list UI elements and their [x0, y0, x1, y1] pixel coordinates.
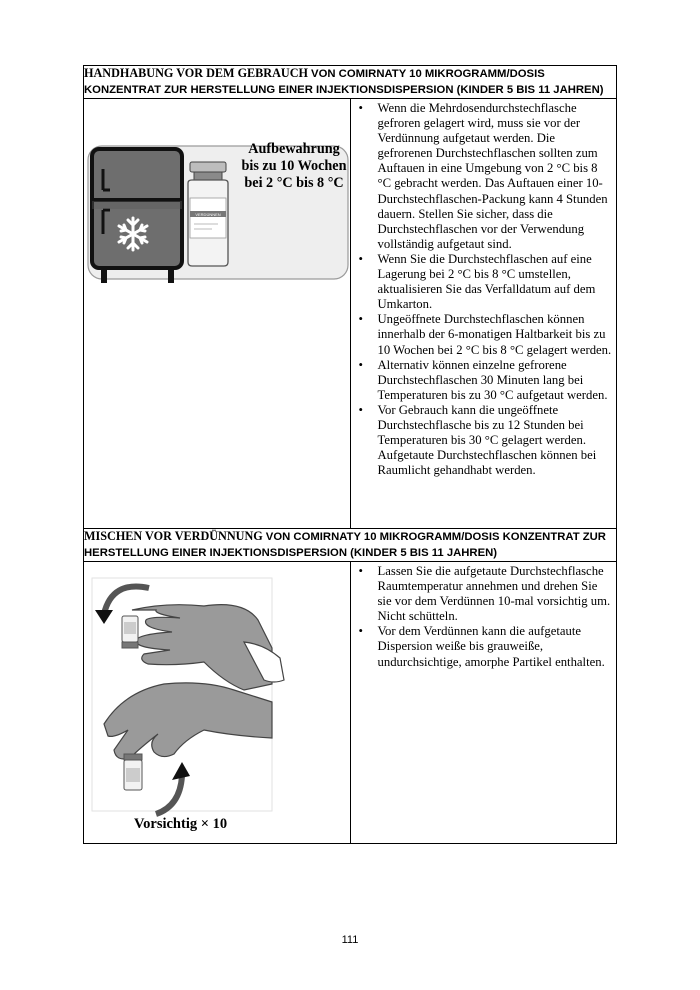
list-item: • Vor dem Verdünnen kann die aufgetaute Dispersion weiße bis grauweiße, undurchsichtige, amorphe Partikel enthalten.	[358, 624, 605, 669]
section1-header	[84, 66, 617, 99]
mixing-illustration-cell	[84, 562, 351, 844]
section2-body-row	[84, 562, 617, 844]
section1-bullet-list	[351, 99, 617, 478]
illustration-caption: Vorsichtig × 10	[134, 816, 228, 832]
section2-instructions-cell	[350, 562, 617, 844]
section2-bullet-list	[351, 562, 617, 670]
list-item: • Wenn Sie die Durchstechflaschen auf eine Lagerung bei 2 °C bis 8 °C umstellen, aktualisieren Sie das Verfalldatum auf dem Umkarton.	[358, 251, 596, 312]
section2-header-row	[84, 529, 617, 562]
section1-header-row	[84, 66, 617, 99]
list-item: • Alternativ können einzelne gefrorene Durchstechflaschen 30 Minuten lang bei Temperaturen bis zu 30 °C aufgetaut werden.	[358, 357, 608, 402]
section1-instructions-cell	[350, 99, 617, 529]
storage-illustration-cell	[84, 99, 351, 529]
section1-title-serif: HANDHABUNG VOR DEM GEBRAUCH	[84, 66, 312, 80]
page-number: 111	[341, 934, 359, 946]
list-item: • Ungeöffnete Durchstechflaschen können innerhalb der 6-monatigen Haltbarkeit bis zu 10 Wochen bei 2 °C bis 8 °C gelagert werden.	[358, 312, 612, 357]
section2-title-sans: VON COMIRNATY 10 MIKROGRAMM/DOSIS KONZENTRAT ZUR HERSTELLUNG EINER INJEKTIONSDISPERSION (KINDER 5 BIS 11 JAHREN)	[84, 531, 606, 559]
vial-top-icon	[122, 616, 138, 648]
vial-icon	[188, 162, 228, 266]
invert-vial-illustration	[84, 562, 373, 844]
storage-caption-line2: bis zu 10 Wochen	[241, 158, 347, 174]
vial-label-text: VERDÜNNEN	[195, 212, 221, 217]
storage-caption	[239, 141, 349, 192]
list-item: • Wenn die Mehrdosendurchstechflasche gefroren gelagert wird, muss sie vor der Verdünnung aufgetaut werden. Die gefrorenen Durchstechflaschen sollten zum Auftauen in eine Umgebung von 2 °C bis 8 °C gebracht werden. Das Auftauen einer 10-Durchstechflaschen-Packung kann 4 Stunden dauern. Stellen Sie sicher, dass die Durchstechflaschen vor der Verwendung vollständig aufgetaut sind.	[358, 101, 608, 251]
section2-title-serif: MISCHEN VOR VERDÜNNUNG	[84, 529, 266, 543]
section1-body-row	[84, 99, 617, 529]
storage-caption-line3: bei 2 °C bis 8 °C	[244, 175, 344, 191]
section2-header	[84, 529, 617, 562]
section1-title-sans: VON COMIRNATY 10 MIKROGRAMM/DOSIS KONZENTRAT ZUR HERSTELLUNG EINER INJEKTIONSDISPERSION (KINDER 5 BIS 11 JAHREN)	[84, 68, 604, 96]
list-item: • Vor Gebrauch kann die ungeöffnete Durchstechflasche bis zu 12 Stunden bei Temperaturen bis 30 °C gelagert werden. Aufgetaute Durchstechflaschen können bei Raumlicht gehandhabt werden.	[358, 402, 597, 478]
instruction-table	[83, 65, 617, 844]
storage-caption-line1: Aufbewahrung	[248, 141, 340, 157]
list-item: • Lassen Sie die aufgetaute Durchstechflasche Raumtemperatur annehmen und drehen Sie sie vor dem Verdünnen 10-mal vorsichtig um. Nicht schütteln.	[358, 564, 611, 624]
fridge-icon	[92, 149, 182, 283]
vial-bottom-icon	[124, 754, 142, 790]
